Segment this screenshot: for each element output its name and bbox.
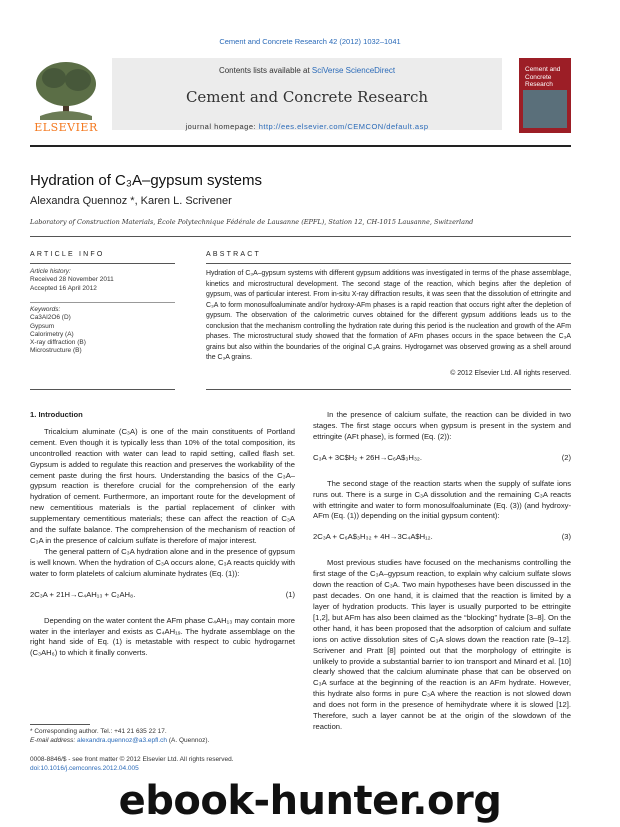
- contents-prefix: Contents lists available at: [218, 66, 312, 75]
- info-bottom-divider: [30, 389, 175, 390]
- equation-3: [313, 532, 571, 546]
- equation-1: [30, 590, 295, 604]
- keywords-block: [30, 306, 150, 356]
- paragraph: The general pattern of C₃A hydration alone and in the presence of gypsum is well known. When the hydration of C₃A occurs alone, C₃A reacts quickly with water to form platelets of calcium aluminate hydrates (Eq. (1)):: [30, 546, 295, 578]
- equation-text: 2C₃A + 21H→C₄AH₁₃ + C₂AH₈.: [30, 589, 136, 599]
- homepage-link[interactable]: http://ees.elsevier.com/CEMCON/default.asp: [258, 122, 429, 131]
- corresponding-author: * Corresponding author. Tel.: +41 21 635 22 17.: [30, 728, 167, 735]
- homepage-prefix: journal homepage:: [185, 122, 259, 131]
- keyword-item: X-ray diffraction (B): [30, 339, 86, 347]
- equation-text: C₃A + 3C$H₂ + 26H→C₆A$₃H₃₂.: [313, 452, 422, 462]
- email-suffix: (A. Quennoz).: [167, 736, 210, 744]
- history-received: Received 28 November 2011: [30, 276, 114, 284]
- article-info-divider: [30, 263, 175, 264]
- elsevier-logo: [30, 58, 102, 134]
- header-divider: [30, 145, 571, 147]
- equation-2: [313, 453, 571, 467]
- keyword-item: Ca3Al2O6 (D): [30, 314, 71, 322]
- email-link[interactable]: alexandra.quennoz@a3.epfl.ch: [76, 736, 168, 744]
- copyright: © 2012 Elsevier Ltd. All rights reserved.: [450, 370, 571, 377]
- equation-number: (2): [561, 452, 571, 462]
- equation-number: (3): [561, 532, 571, 542]
- issn-line: 0008-8846/$ - see front matter © 2012 Elsevier Ltd. All rights reserved.: [30, 756, 234, 763]
- journal-title: Cement and Concrete Research: [185, 88, 429, 106]
- paragraph: The second stage of the reaction starts when the supply of sulfate ions runs out. There is a surge in C₃A dissolution and the remaining C₃A reacts with ettringite and water to form monosulfoaluminate (Eq. (3)) (and hydroxy-AFm (Eq. (1)) depending on the initial gypsum content):: [313, 478, 571, 521]
- article-info-heading: ARTICLE INFO: [30, 251, 105, 258]
- issn-block: [30, 756, 234, 773]
- section-heading-introduction: 1. Introduction: [30, 410, 83, 419]
- paragraph: Depending on the water content the AFm phase C₄AH₁₃ may contain more water in the interlayer and exists as C₄AH₁₉. The hydrate assemblage on the right hand side of Eq. (1) is metastable with respect to cubic hydrogarnet (C₃AH₆) to which it finally converts.: [30, 615, 295, 658]
- abstract-bottom-divider: [206, 389, 571, 390]
- paragraph: In the presence of calcium sulfate, the reaction can be divided in two stages. The first stage occurs when gypsum is present in the system and ettringite (AFt phase), is formed (Eq. (2)):: [313, 410, 571, 441]
- journal-cover-image: [519, 58, 571, 133]
- paper-title: Hydration of C₃A–gypsum systems: [30, 172, 263, 189]
- equation-number: (1): [285, 589, 295, 599]
- sciencedirect-link[interactable]: SciVerse ScienceDirect: [311, 66, 396, 75]
- email-line: [30, 737, 280, 746]
- affiliation: Laboratory of Construction Materials, École Polytechnique Fédérale de Lausanne (EPFL), Station 12, CH-1015 Lausanne, Switzerland: [30, 218, 474, 226]
- footnote: [30, 728, 280, 745]
- history-accepted: Accepted 16 April 2012: [30, 284, 97, 292]
- abstract-heading: ABSTRACT: [206, 251, 261, 258]
- paragraph: Tricalcium aluminate (C₃A) is one of the main constituents of Portland cement. Even though it is typically less than 10% of the total composition, its uncontrolled reaction with water can lead to rapid setting, called flash set. Gypsum is added to regulate this reaction and preserves the workability of the cement paste during the first hours. Understanding the basics of the C₃A–gypsum reaction is therefore crucial for the comprehension of the early hydration of cement. Furthermore, an important route for the development of new cementitious materials is the partial replacement of clinker with supplementary cementitious materials; these can affect the reaction of C₃A and the sulfate balance. The comprehension of the mechanism of reaction of C₃A in the presence of calcium sulfate is therefore of major interest.: [30, 426, 295, 545]
- journal-homepage: [112, 122, 502, 131]
- title-divider: [30, 236, 571, 237]
- contents-line: [112, 66, 502, 75]
- doi-link[interactable]: doi:10.1016/j.cemconres.2012.04.005: [30, 764, 139, 772]
- keywords-label: Keywords:: [30, 306, 61, 313]
- equation-text: 2C₃A + C₆A$₃H₃₂ + 4H→3C₄A$H₁₂.: [313, 532, 433, 542]
- abstract-divider: [206, 263, 571, 264]
- keyword-item: Gypsum: [30, 322, 55, 330]
- paragraph: Most previous studies have focused on the mechanisms controlling the first stage of the C₃A–gypsum reaction, to explain why calcium sulfate slows down the reaction of C₃A. Two main hypotheses have been discussed in the past decades. On one hand, it is claimed that the reaction is limited by a layer of hydration products. This layer is usually purported to be ettringite [1,2], but AFm has also been claimed as the “blocking” hydrate [3–8]. On the other hand, it has been proposed that the adsorption of calcium and sulfate ions on active dissolution sites of C₃A slows down the reaction rate [9–12]. Scrivener and Pratt [8] pointed out that the morphology of ettringite is unlikely to provide a substantial barrier to ion transport and Minard et al. [10] clearly showed that the calcium aluminate phase that can be observed on C₃A surface at the beginning of the reaction is an AFm hydrate. However, this hydrate also forms in pure C₃A where the reaction is not slowed down and does not form in the presence of hemihydrate where it is slowed [12]. Therefore, such a layer cannot be at the origin of the slowdown of the reaction.: [313, 558, 571, 731]
- body-left-column: [30, 410, 295, 659]
- keyword-item: Microstructure (B): [30, 347, 82, 355]
- elsevier-wordmark: ELSEVIER: [34, 121, 98, 134]
- footnote-rule: [30, 724, 90, 725]
- tree-icon: [36, 62, 96, 120]
- cover-photo: [523, 90, 567, 128]
- watermark: ebook-hunter.org: [118, 778, 502, 824]
- abstract-text: Hydration of C₃A–gypsum systems with different gypsum additions was investigated in terms of the phase assemblage, kinetics and microstructural development. The second stage of the reaction, which begins after the depletion of gypsum, was of particular interest. From in-situ X-ray diffraction results, it was seen that the dissolution of ettringite and C₃A to form monosulfoaluminate and/or hydroxy-AFm phases is a rapid reaction that occurs right after the depletion of gypsum. The observation of the calorimetric curves obtained for the different gypsum additions leads us to the conclusion that the mechanism controlling the hydration rate during this period is the nucleation and growth of the AFm phases. The microstructural study showed that the formation of AFm phases occurs in the space between the C₃A grains but also within the boundaries of the original C₃A grains. Hydrogarnet was observed growing as a shell around the C₃A grains.: [206, 270, 571, 361]
- history-divider: [30, 302, 175, 303]
- authors: Alexandra Quennoz *, Karen L. Scrivener: [30, 195, 232, 207]
- cover-title: Cement and Concrete Research: [525, 66, 561, 88]
- article-history: [30, 268, 150, 293]
- email-label: E-mail address:: [30, 736, 77, 744]
- journal-citation-link[interactable]: Cement and Concrete Research 42 (2012) 1032–1041: [219, 37, 401, 46]
- history-label: Article history:: [30, 268, 71, 275]
- keyword-item: Calorimetry (A): [30, 330, 74, 338]
- body-right-column: [313, 410, 571, 733]
